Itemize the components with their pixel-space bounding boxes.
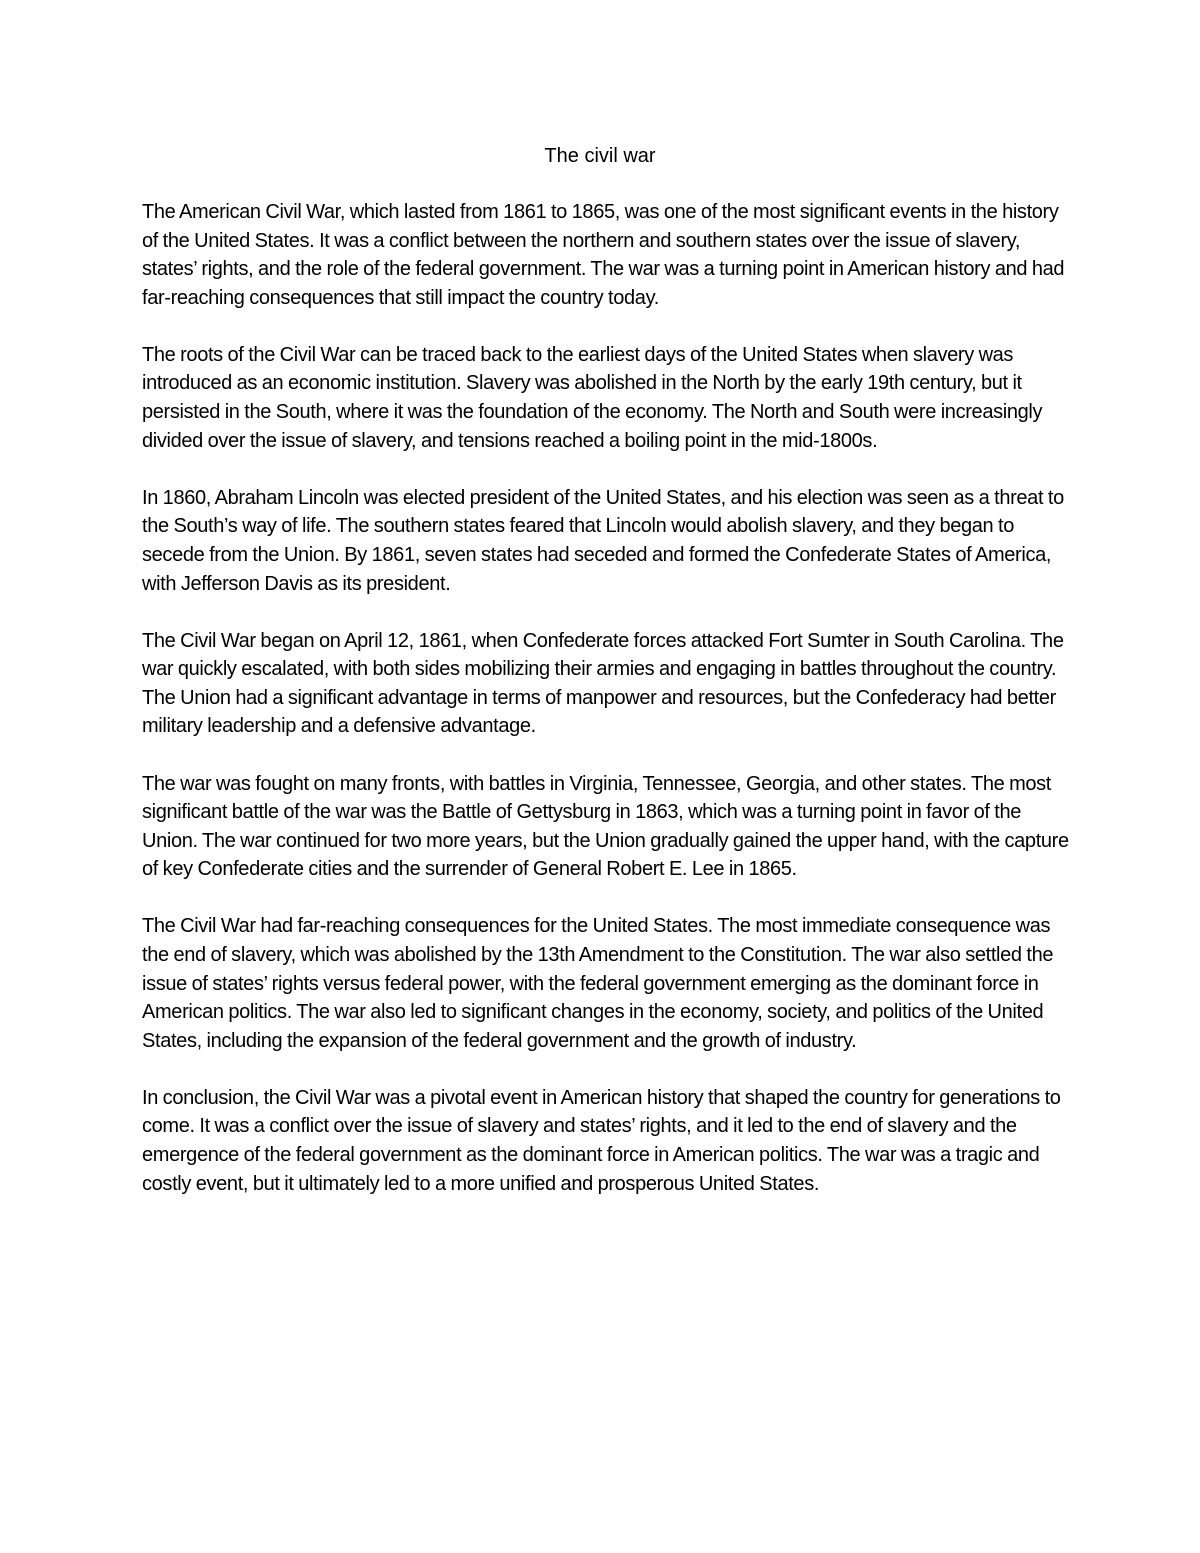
paragraph-introduction: The American Civil War, which lasted from 1861 to 1865, was one of the most significant events in the history of the United States. It was a conflict between the northern and southern states over the issue of slavery, states’ rights, and the role of the federal government. The war was a turning point in American history and had far-reaching consequences that still impact the country today. [142, 201, 1065, 309]
paragraph-roots: The roots of the Civil War can be traced back to the earliest days of the United States when slavery was introduced as an economic institution. Slavery was abolished in the North by the early 19th century, but it persisted in the South, where it was the foundation of the economy. The North and South were increasingly divided over the issue of slavery, and tensions reached a boiling point in the mid-1800s. [142, 343, 1043, 452]
paragraph-battles: The war was fought on many fronts, with battles in Virginia, Tennessee, Georgia, and other states. The most significant battle of the war was the Battle of Gettysburg in 1863, which was a turning point in favor of the Union. The war continued for two more years, but the Union gradually gained the upper hand, with the capture of key Confederate cities and the surrender of General Robert E. Lee in 1865. [142, 772, 1069, 881]
paragraph-lincoln-election: In 1860, Abraham Lincoln was elected president of the United States, and his election was seen as a threat to the South’s way of life. The southern states feared that Lincoln would abolish slavery, and they began to secede from the Union. By 1861, seven states had seceded and formed the Confederate States of America, with Jefferson Davis as its president. [142, 486, 1064, 595]
document-body [142, 198, 1072, 1227]
paragraph-war-begins: The Civil War began on April 12, 1861, when Confederate forces attacked Fort Sumter in South Carolina. The war quickly escalated, with both sides mobilizing their armies and engaging in battles throughout the country. The Union had a significant advantage in terms of manpower and resources, but the Confederacy had better military leadership and a defensive advantage. [142, 629, 1064, 738]
paragraph-conclusion: In conclusion, the Civil War was a pivotal event in American history that shaped the country for generations to come. It was a conflict over the issue of slavery and states’ rights, and it led to the end of slavery and the emergence of the federal government as the dominant force in American politics. The war was a tragic and costly event, but it ultimately led to a more unified and prosperous United States. [142, 1086, 1061, 1195]
paragraph-consequences: The Civil War had far-reaching consequences for the United States. The most immediate consequence was the end of slavery, which was abolished by the 13th Amendment to the Constitution. The war also settled the issue of states’ rights versus federal power, with the federal government emerging as the dominant force in American politics. The war also led to significant changes in the economy, society, and politics of the United States, including the expansion of the federal government and the growth of industry. [142, 915, 1054, 1052]
document-title: The civil war [544, 145, 656, 167]
